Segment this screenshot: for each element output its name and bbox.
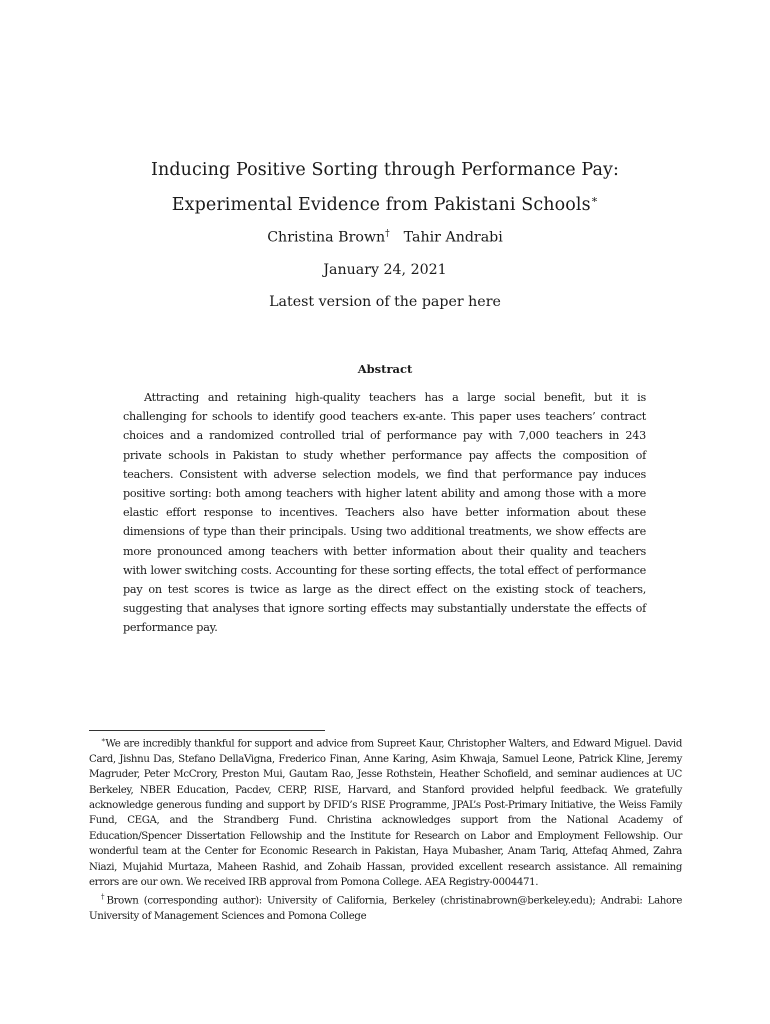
footnote-text: We are incredibly thankful for support and advice from Supreet Kaur, Christopher Walters, and Edward Miguel. David Card, Jishnu Das, Stefano DellaVigna, Frederico Finan, Anne Karing, Asim Khwaja, Samuel Leone, Patrick Kline, Jeremy Magruder, Peter McCrory, Preston Mui, Gautam Rao, Jesse Rothstein, Heather Schofield, and seminar audiences at UC Berkeley, NBER Education, Pacdev, CERP, RISE, Harvard, and Stanford provided helpful feedback. We gratefully acknowledge generous funding and support by DFID’s RISE Programme, JPAL’s Post-Primary Initiative, the Weiss Family Fund, CEGA, and the Strandberg Fund. Christina acknowledges support from the National Academy of Education/Spencer Dissertation Fellowship and the Institute for Research on Labor and Employment Fellowship. Our wonderful team at the Center for Economic Research in Pakistan, Haya Mubasher, Anam Tariq, Attefaq Ahmed, Zahra Niazi, Mujahid Murtaza, Maheen Rashid, and Zohaib Hassan, provided excellent research assistance. All remaining errors are our own. We received IRB approval from Pomona College. AEA Registry-0004471. [89, 738, 682, 889]
paper-title [0, 156, 770, 220]
paper-title-line-2 [0, 185, 770, 220]
author-list [0, 229, 770, 246]
footnote-divider [89, 730, 325, 731]
footnote [89, 890, 682, 924]
latest-version-line [0, 294, 770, 310]
footnotes [89, 733, 682, 925]
author-footnote-mark[interactable]: † [385, 229, 390, 239]
author-name: Tahir Andrabi [403, 229, 503, 246]
abstract-text: Attracting and retaining high-quality teachers has a large social benefit, but it is challenging for schools to identify good teachers ex-ante. This paper uses teachers’ contract choices and a randomized controlled trial of performance pay with 7,000 teachers in 243 private schools in Pakistan to study whether performance pay affects the composition of teachers. Consistent with adverse selection models, we find that performance pay induces positive sorting: both among teachers with higher latent ability and among those with a more elastic effort response to incentives. Teachers also have better information about these dimensions of type than their principals. Using two additional treatments, we show effects are more pronounced among teachers with better information about their quality and teachers with lower switching costs. Accounting for these sorting effects, the total effect of performance pay on test scores is twice as large as the direct effect on the existing stock of teachers, suggesting that analyses that ignore sorting effects may substantially understate the effects of performance pay. [123, 391, 646, 635]
latest-version-link[interactable]: here [468, 294, 501, 310]
footnote-mark: † [101, 893, 107, 902]
paper-title-line-2-text: Experimental Evidence from Pakistani Schools [171, 194, 591, 215]
paper-date: January 24, 2021 [323, 262, 447, 278]
footnote [89, 733, 682, 890]
latest-version-text: Latest version of the paper [269, 294, 469, 310]
footnote-mark: ∗ [101, 736, 106, 744]
author-name: Christina Brown [267, 229, 386, 246]
footnote-text: Brown (corresponding author): University of California, Berkeley (christinabrown@berkeley.edu); Andrabi: Lahore University of Management Sciences and Pomona College [89, 895, 682, 923]
title-footnote-mark[interactable]: ∗ [590, 193, 599, 206]
paper-title-line-1: Inducing Positive Sorting through Performance Pay: [150, 160, 620, 180]
abstract-heading: Abstract [357, 362, 413, 376]
